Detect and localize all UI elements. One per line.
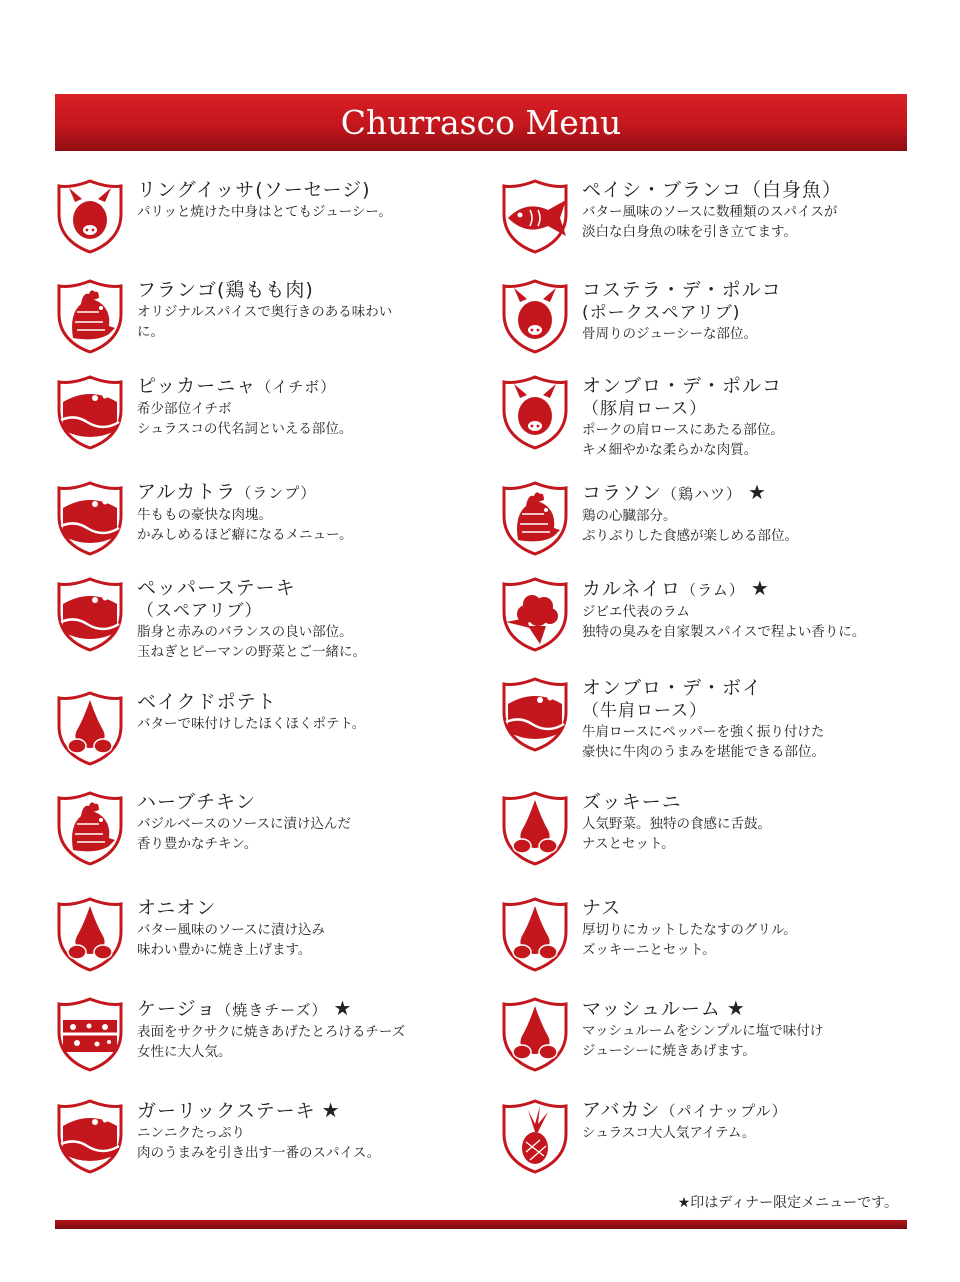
cow-icon	[55, 576, 125, 652]
pig-icon	[500, 374, 570, 450]
menu-item-description: オリジナルスパイスで奥行きのある味わい	[137, 304, 393, 320]
footer-bar	[55, 1220, 907, 1229]
menu-item-name	[582, 896, 942, 920]
menu-item-description: 牛ももの豪快な肉塊。	[137, 507, 272, 523]
menu-item-name	[582, 790, 942, 814]
vegetable-icon	[55, 690, 125, 766]
menu-item-description: 牛肩ロースにペッパーを強く振り付けた	[582, 724, 825, 740]
menu-title: Churrasco Menu	[340, 103, 622, 142]
menu-item-description: ぷりぷりした食感が楽しめる部位。	[582, 528, 798, 544]
menu-item-name	[137, 278, 497, 302]
menu-item-name	[137, 374, 497, 399]
menu-item-text	[137, 1098, 497, 1163]
menu-item-name	[582, 178, 942, 202]
menu-item-text	[582, 676, 942, 762]
menu-item-text	[137, 480, 497, 545]
menu-item-description: シュラスコ大人気アイテム。	[582, 1125, 756, 1141]
menu-item-name	[137, 790, 497, 814]
pineapple-icon	[500, 1098, 570, 1174]
menu-item-description: キメ細やかな柔らかな肉質。	[582, 442, 758, 458]
dinner-only-star-icon: ★	[748, 480, 767, 504]
menu-item-description: マッシュルームをシンプルに塩で味付け	[582, 1023, 824, 1039]
menu-item-name-text: オンブロ・デ・ポルコ	[582, 375, 783, 397]
menu-item-description: 独特の臭みを自家製スパイスで程よい香りに。	[582, 624, 866, 640]
menu-item-name	[582, 576, 942, 602]
menu-item-name-text: ケージョ	[137, 998, 217, 1020]
menu-item-name	[137, 178, 497, 202]
dinner-only-star-icon: ★	[333, 996, 353, 1020]
vegetable-icon	[500, 896, 570, 972]
menu-item-description: （豚肩ロース）	[582, 399, 708, 419]
menu-item-subname: （イチボ）	[256, 378, 337, 396]
menu-item-text	[582, 374, 942, 460]
menu-item-description: 豪快に牛肉のうまみを堪能できる部位。	[582, 744, 825, 760]
menu-item-name-text: ベイクドポテト	[137, 691, 277, 713]
menu-item-text	[137, 896, 497, 960]
menu-item-description: 香り豊かなチキン。	[137, 836, 258, 852]
chicken-icon	[55, 278, 125, 354]
menu-item-description: （スペアリブ）	[137, 601, 263, 621]
menu-item-description: ポークの肩ロースにあたる部位。	[582, 422, 784, 438]
menu-item-text	[582, 896, 942, 960]
menu-item-description: 希少部位イチボ	[137, 401, 232, 417]
menu-item-description: シュラスコの代名詞といえる部位。	[137, 421, 353, 437]
menu-item-name-text: アバカシ	[582, 1099, 661, 1121]
menu-title-banner	[55, 94, 907, 151]
menu-item-name-text: コラソン	[582, 482, 663, 504]
menu-item-text	[582, 480, 942, 546]
menu-item-name-text: オンブロ・デ・ボイ	[582, 677, 763, 699]
menu-item-text	[137, 790, 497, 854]
menu-item-name-text: ガーリックステーキ	[137, 1100, 316, 1122]
menu-item-description: ナスとセット。	[582, 836, 675, 852]
chicken-icon	[55, 790, 125, 866]
menu-item-text	[582, 790, 942, 854]
menu-item-description: バター風味のソースに漬け込み	[137, 922, 326, 938]
menu-item-subname: （ランプ）	[236, 484, 317, 502]
menu-item-name	[582, 676, 942, 700]
menu-item-name	[582, 374, 942, 398]
menu-item-name-text: リングイッサ(ソーセージ)	[137, 179, 371, 201]
menu-item-name	[137, 576, 497, 600]
menu-item-text	[582, 996, 942, 1061]
menu-item-name	[137, 480, 497, 505]
menu-item-subname: （ラム）	[681, 581, 745, 599]
menu-item-name	[137, 1098, 497, 1123]
menu-item-name-text: フランゴ(鶏もも肉)	[137, 279, 314, 301]
menu-item-description: 味わい豊かに焼き上げます。	[137, 942, 312, 958]
menu-item-description: 女性に大人気。	[137, 1044, 232, 1060]
menu-item-description: 人気野菜。独特の食感に舌鼓。	[582, 816, 771, 832]
fish-icon	[500, 178, 570, 254]
menu-item-description: バジルベースのソースに漬け込んだ	[137, 816, 352, 832]
menu-item-name-text: ピッカーニャ	[137, 375, 257, 397]
menu-item-description: 玉ねぎとピーマンの野菜とご一緒に。	[137, 644, 366, 660]
menu-item-subname: （鶏ハツ）	[662, 485, 743, 503]
menu-item-description: （牛肩ロース）	[582, 701, 708, 721]
menu-item-description: ジューシーに焼きあげます。	[582, 1043, 756, 1059]
menu-item-name	[582, 996, 942, 1021]
cow-icon	[55, 374, 125, 450]
menu-item-description: ジビエ代表のラム	[582, 604, 690, 620]
menu-item-text	[137, 576, 497, 662]
pig-icon	[500, 278, 570, 354]
dinner-limited-note: ★印はディナー限定メニューです。	[677, 1195, 898, 1211]
menu-item-description: 表面をサクサクに焼きあげたとろけるチーズ	[137, 1024, 406, 1040]
menu-item-description: に。	[137, 324, 164, 340]
menu-item-text	[137, 278, 497, 342]
menu-item-subname: （焼きチーズ）	[216, 1001, 328, 1019]
menu-item-name-text: ペッパーステーキ	[137, 577, 296, 599]
menu-item-name	[137, 896, 497, 920]
dinner-only-star-icon: ★	[750, 576, 770, 600]
menu-item-description: 脂身と赤みのバランスの良い部位。	[137, 624, 353, 640]
cheese-icon	[55, 996, 125, 1072]
menu-item-text	[137, 374, 497, 439]
chicken-icon	[500, 480, 570, 556]
menu-item-text	[137, 690, 497, 734]
cow-icon	[55, 480, 125, 556]
menu-item-text	[582, 576, 942, 642]
menu-item-description: 厚切りにカットしたなすのグリル。	[582, 922, 797, 938]
cow-icon	[500, 676, 570, 752]
menu-item-text	[582, 1098, 942, 1143]
menu-item-description: バターで味付けしたほくほくポテト。	[137, 716, 366, 732]
menu-item-name-text: ナス	[582, 897, 622, 919]
vegetable-icon	[55, 896, 125, 972]
menu-item-description: ニンニクたっぷり	[137, 1125, 245, 1141]
menu-item-text	[137, 178, 497, 222]
menu-item-name	[582, 480, 942, 506]
menu-item-name	[137, 996, 497, 1022]
menu-item-subname: （パイナップル）	[660, 1102, 788, 1120]
menu-item-name	[137, 690, 497, 714]
vegetable-icon	[500, 790, 570, 866]
menu-item-name-text: カルネイロ	[582, 578, 682, 600]
menu-item-name-text: ハーブチキン	[137, 791, 256, 813]
menu-item-name	[582, 1098, 942, 1123]
menu-item-text	[582, 278, 942, 344]
menu-item-text	[137, 996, 497, 1062]
menu-item-description: パリッと焼けた中身はとてもジューシー。	[137, 204, 392, 220]
menu-item-description: バター風味のソースに数種類のスパイスが	[582, 204, 838, 220]
lamb-icon	[500, 576, 570, 652]
menu-item-description: 肉のうまみを引き出す一番のスパイス。	[137, 1145, 381, 1161]
pig-icon	[55, 178, 125, 254]
menu-item-description: かみしめるほど癖になるメニュー。	[137, 527, 353, 543]
menu-item-name	[582, 278, 942, 302]
vegetable-icon	[500, 996, 570, 1072]
menu-item-name-text: オニオン	[137, 897, 217, 919]
menu-item-description: (ポークスペアリブ)	[582, 303, 741, 323]
menu-item-name-text: アルカトラ	[137, 481, 237, 503]
cow-icon	[55, 1098, 125, 1174]
menu-item-name-text: ズッキーニ	[582, 791, 682, 813]
menu-item-description: 鶏の心臓部分。	[582, 508, 677, 524]
menu-item-description: ズッキーニとセット。	[582, 942, 716, 958]
menu-item-name-text: コステラ・デ・ポルコ	[582, 279, 782, 301]
dinner-only-star-icon: ★	[726, 996, 746, 1020]
menu-item-description: 淡白な白身魚の味を引き立てます。	[582, 224, 797, 240]
menu-item-text	[582, 178, 942, 242]
menu-item-name-text: マッシュルーム	[582, 998, 721, 1020]
menu-item-description: 骨周りのジューシーな部位。	[582, 326, 757, 342]
dinner-only-star-icon: ★	[321, 1098, 341, 1122]
menu-item-name-text: ペイシ・ブランコ（白身魚）	[582, 179, 843, 201]
